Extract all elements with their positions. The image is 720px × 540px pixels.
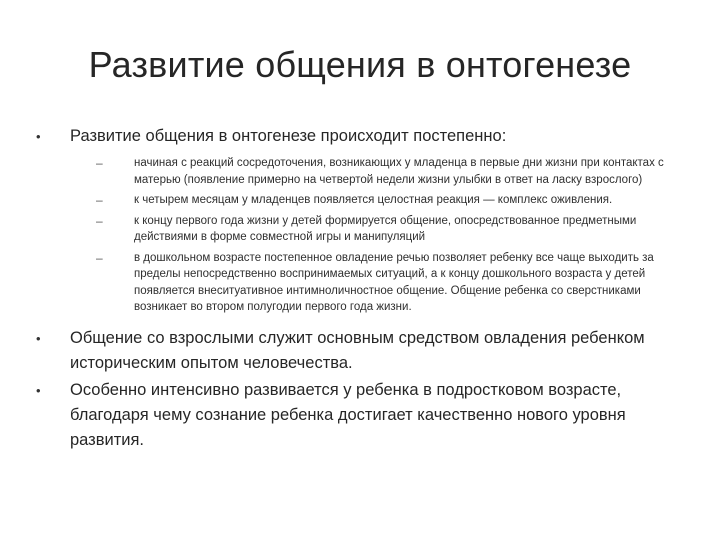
bullet-icon: •	[36, 129, 41, 144]
sub-list-item-text: к четырем месяцам у младенцев появляется целостная реакция — комплекс оживления.	[134, 194, 613, 206]
sub-list-item	[96, 250, 686, 316]
sub-list-item-text: в дошкольном возрасте постепенное овладение речью позволяет ребенку все чаще выходить за пределы непосредственно воспринимаемых ситуаций, а к концу дошкольного возраста у детей появляется внеситуативное интимноличностное общение. Общение ребенка со сверстниками возникает во втором полугодии первого года жизни.	[134, 251, 654, 313]
bullet-icon: •	[36, 382, 41, 398]
slide-title: Развитие общения в онтогенезе	[88, 44, 632, 85]
dash-icon: –	[96, 250, 103, 265]
dash-icon: –	[96, 213, 103, 228]
dash-icon: –	[96, 193, 103, 207]
bullet-list	[36, 124, 686, 453]
list-item-text: Особенно интенсивно развивается у ребенка в подростковом возрасте, благодаря чему сознание ребенка достигает качественно нового уровня развития.	[70, 380, 626, 449]
bullet-icon: •	[36, 330, 41, 346]
sub-list-item-text: к концу первого года жизни у детей формируется общение, опосредствованное предметными действиями в форме совместной игры и манипуляций	[134, 214, 637, 243]
list-item	[36, 378, 686, 453]
list-item	[36, 124, 686, 316]
sub-list	[96, 155, 686, 316]
sub-list-item	[96, 192, 686, 209]
dash-icon: –	[96, 156, 103, 170]
sub-list-item	[96, 155, 686, 188]
sub-list-item-text: начиная с реакций сосредоточения, возникающих у младенца в первые дни жизни при контактах с матерью (появление примерно на четвертой недели жизни улыбки в ответ на ласку взрослого)	[134, 157, 664, 186]
list-item-text: Общение со взрослыми служит основным средством овладения ребенком историческим опытом человечества.	[70, 328, 645, 372]
sub-list-item	[96, 213, 686, 246]
list-item	[36, 326, 686, 376]
list-item-text: Развитие общения в онтогенезе происходит постепенно:	[70, 127, 507, 145]
